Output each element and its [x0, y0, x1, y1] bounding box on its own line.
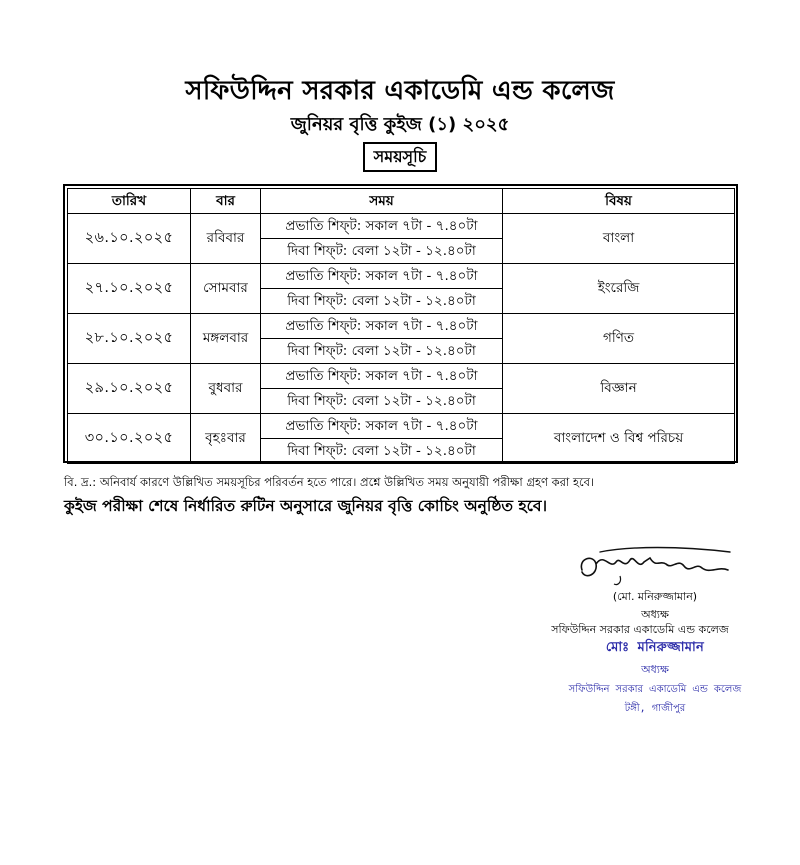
day-shift-cell: দিবা শিফ্‌ট: বেলা ১২টা - ১২.৪০টা	[261, 389, 503, 414]
stamp-post: অধ্যক্ষ	[641, 663, 669, 676]
day-shift-cell: দিবা শিফ্‌ট: বেলা ১২টা - ১২.৪০টা	[261, 339, 503, 364]
date-cell: ৩০.১০.২০২৫	[68, 414, 191, 464]
header-subject: বিষয়	[503, 189, 735, 214]
table-row	[68, 314, 735, 339]
table-row	[68, 414, 735, 439]
subject-cell: ইংরেজি	[503, 264, 735, 314]
day-cell: রবিবার	[191, 214, 261, 264]
official-stamp	[555, 638, 755, 718]
signatory-institution: সফিউদ্দিন সরকার একাডেমি এন্ড কলেজ	[551, 623, 729, 636]
subject-cell: বিজ্ঞান	[503, 364, 735, 414]
page-title: সফিউদ্দিন সরকার একাডেমি এন্ড কলেজ	[185, 76, 615, 106]
day-shift-cell: দিবা শিফ্‌ট: বেলা ১২টা - ১২.৪০টা	[261, 289, 503, 314]
header-date: তারিখ	[68, 189, 191, 214]
day-cell: বৃহঃবার	[191, 414, 261, 464]
subject-cell: গণিত	[503, 314, 735, 364]
stamp-location: টঙ্গী, গাজীপুর	[624, 703, 686, 714]
signature-image	[560, 540, 750, 590]
day-shift-cell: দিবা শিফ্‌ট: বেলা ১২টা - ১২.৪০টা	[261, 439, 503, 464]
handwritten-signature-icon	[560, 540, 750, 590]
header-time: সময়	[261, 189, 503, 214]
subject-cell: বাংলা	[503, 214, 735, 264]
date-cell: ২৮.১০.২০২৫	[68, 314, 191, 364]
stamp-name: মোঃ মনিরুজ্জামান	[605, 640, 705, 655]
page-subtitle: জুনিয়র বৃত্তি কুইজ (১) ২০২৫	[290, 114, 510, 135]
day-cell: সোমবার	[191, 264, 261, 314]
schedule-table	[67, 188, 735, 464]
date-cell: ২৬.১০.২০২৫	[68, 214, 191, 264]
footnote: বি. দ্র.: অনিবার্য কারণে উল্লিখিত সময়সূচির পরিবর্তন হতে পারে। প্রশ্নে উল্লিখিত সময় অনুযায়ী পরীক্ষা গ্রহণ করা হবে।	[64, 475, 595, 489]
table-row	[68, 264, 735, 289]
day-cell: মঙ্গলবার	[191, 314, 261, 364]
header-day: বার	[191, 189, 261, 214]
morning-shift-cell: প্রভাতি শিফ্‌ট: সকাল ৭টা - ৭.৪০টা	[261, 314, 503, 339]
subject-cell: বাংলাদেশ ও বিশ্ব পরিচয়	[503, 414, 735, 464]
day-cell: বুধবার	[191, 364, 261, 414]
schedule-heading-box: সময়সূচি	[363, 142, 437, 172]
table-row	[68, 364, 735, 389]
date-cell: ২৭.১০.২০২৫	[68, 264, 191, 314]
morning-shift-cell: প্রভাতি শিফ্‌ট: সকাল ৭টা - ৭.৪০টা	[261, 264, 503, 289]
table-row	[68, 214, 735, 239]
date-cell: ২৯.১০.২০২৫	[68, 364, 191, 414]
morning-shift-cell: প্রভাতি শিফ্‌ট: সকাল ৭টা - ৭.৪০টা	[261, 214, 503, 239]
morning-shift-cell: প্রভাতি শিফ্‌ট: সকাল ৭টা - ৭.৪০টা	[261, 414, 503, 439]
signatory-name: (মো. মনিরুজ্জামান)	[612, 590, 698, 603]
coaching-notice: কুইজ পরীক্ষা শেষে নির্ধারিত রুটিন অনুসারে জুনিয়র বৃত্তি কোচিং অনুষ্ঠিত হবে।	[64, 497, 547, 515]
stamp-institution: সফিউদ্দিন সরকার একাডেমি এন্ড কলেজ	[568, 684, 742, 695]
table-header-row	[68, 189, 735, 214]
day-shift-cell: দিবা শিফ্‌ট: বেলা ১২টা - ১২.৪০টা	[261, 239, 503, 264]
morning-shift-cell: প্রভাতি শিফ্‌ট: সকাল ৭টা - ৭.৪০টা	[261, 364, 503, 389]
signatory-post: অধ্যক্ষ	[641, 608, 669, 621]
